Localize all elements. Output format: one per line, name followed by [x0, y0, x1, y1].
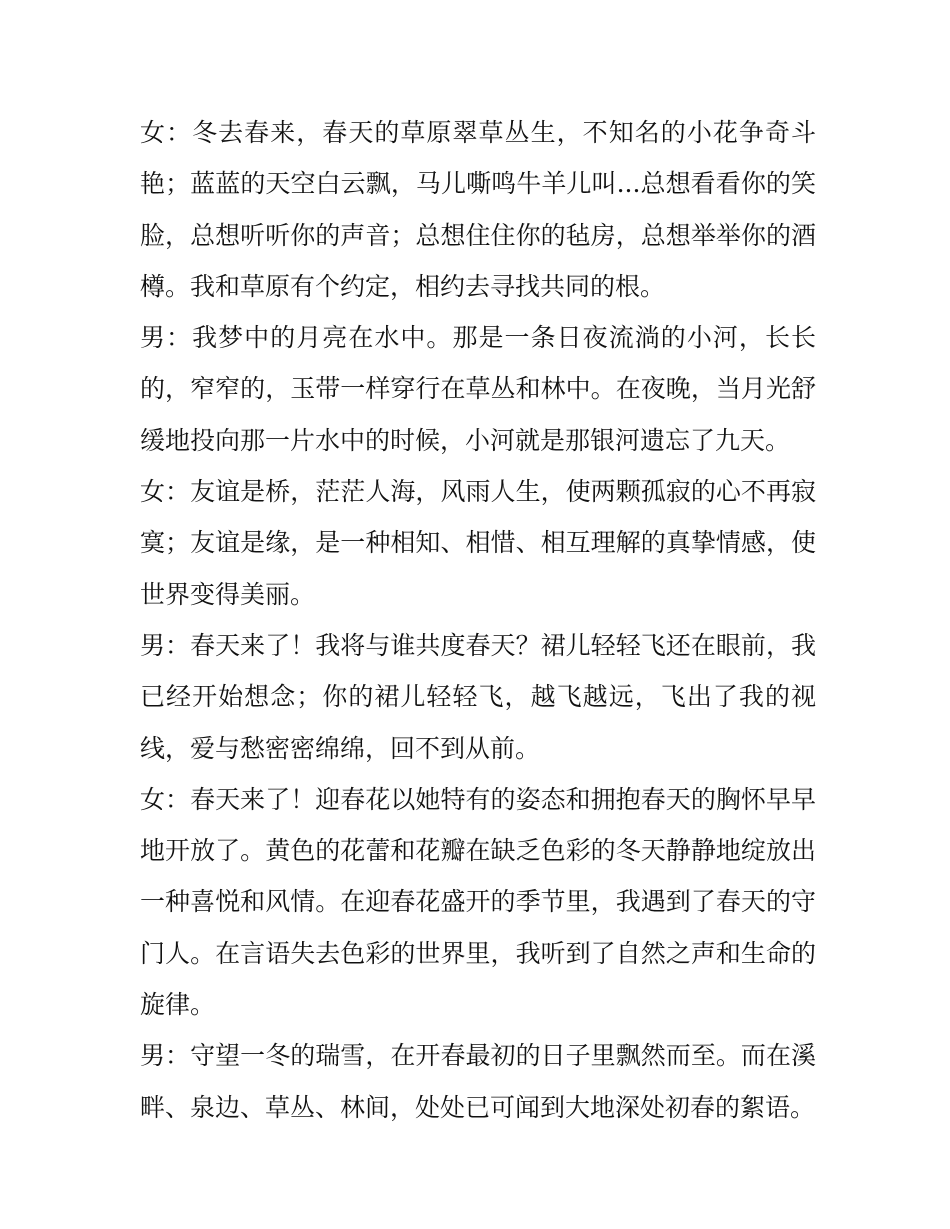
- paragraph-female-1: 女：冬去春来，春天的草原翠草丛生，不知名的小花争奇斗艳；蓝蓝的天空白云飘，马儿嘶鸣牛羊儿叫...总想看看你的笑脸，总想听听你的声音；总想住住你的毡房，总想举举你的酒樽。我和草原有个约定，相约去寻找共同的根。: [140, 118, 816, 301]
- paragraph-male-3: 男：守望一冬的瑞雪，在开春最初的日子里飘然而至。而在溪畔、泉边、草丛、林间，处处已可闻到大地深处初春的絮语。: [140, 1041, 816, 1122]
- paragraph-male-1: 男：我梦中的月亮在水中。那是一条日夜流淌的小河，长长的，窄窄的，玉带一样穿行在草丛和林中。在夜晚，当月光舒缓地投向那一片水中的时候，小河就是那银河遗忘了九天。: [140, 323, 816, 455]
- paragraph-male-2: 男：春天来了！我将与谁共度春天？裙儿轻轻飞还在眼前，我已经开始想念；你的裙儿轻轻飞，越飞越远，飞出了我的视线，爱与愁密密绵绵，回不到从前。: [140, 630, 816, 763]
- paragraph-female-2: 女：友谊是桥，茫茫人海，风雨人生，使两颗孤寂的心不再寂寞；友谊是缘，是一种相知、相惜、相互理解的真挚情感，使世界变得美丽。: [140, 477, 816, 609]
- document-body: [140, 107, 816, 1133]
- paragraph-female-3: 女：春天来了！迎春花以她特有的姿态和拥抱春天的胸怀早早地开放了。黄色的花蕾和花瓣在缺乏色彩的冬天静静地绽放出一种喜悦和风情。在迎春花盛开的季节里，我遇到了春天的守门人。在言语失去色彩的世界里，我听到了自然之声和生命的旋律。: [140, 784, 816, 1020]
